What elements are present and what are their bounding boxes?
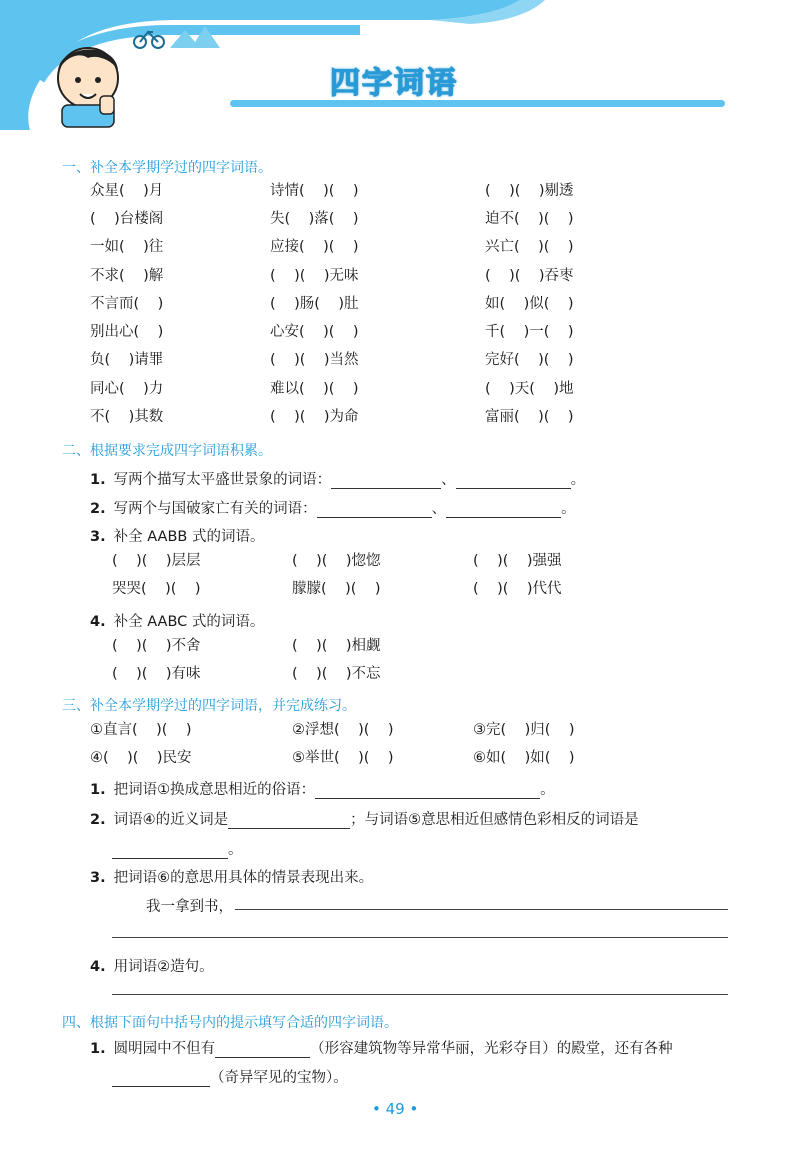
- word-cell[interactable]: 不求( )解: [90, 268, 164, 284]
- word-cell[interactable]: 完好( )( ): [485, 352, 574, 368]
- word-cell[interactable]: ( )( )不舍: [112, 638, 201, 654]
- word-cell[interactable]: ③完( )归( ): [473, 722, 575, 738]
- section2-heading: 二、根据要求完成四字词语积累。: [62, 443, 272, 459]
- word-cell[interactable]: 同心( )力: [90, 381, 164, 397]
- page-title: 四字词语: [330, 66, 458, 101]
- word-cell[interactable]: ( )( )吞枣: [485, 268, 574, 284]
- section4-heading: 四、根据下面句中括号内的提示填写合适的四字词语。: [62, 1015, 398, 1031]
- word-cell[interactable]: ( )( )相觑: [292, 638, 381, 654]
- answer-blank[interactable]: [215, 1041, 310, 1058]
- question-4-1-cont: （奇异罕见的宝物）。: [112, 1066, 348, 1087]
- table-row: [0, 635, 800, 657]
- word-cell[interactable]: ( )( )当然: [270, 352, 359, 368]
- table-row: [0, 663, 800, 685]
- answer-blank[interactable]: [331, 472, 441, 489]
- writing-line[interactable]: [235, 908, 728, 910]
- table-row: [0, 578, 800, 600]
- word-cell[interactable]: ( )台楼阁: [90, 211, 164, 227]
- word-cell[interactable]: 负( )请罪: [90, 352, 164, 368]
- word-cell[interactable]: ( )( )代代: [473, 581, 562, 597]
- word-cell[interactable]: 众星( )月: [90, 183, 164, 199]
- word-cell[interactable]: 迫不( )( ): [485, 211, 574, 227]
- boy-cartoon-icon: [58, 48, 118, 127]
- word-cell[interactable]: 富丽( )( ): [485, 409, 574, 425]
- word-cell[interactable]: 哭哭( )( ): [112, 581, 201, 597]
- answer-blank[interactable]: [228, 812, 350, 829]
- answer-blank[interactable]: [315, 782, 540, 799]
- word-cell[interactable]: ( )( )强强: [473, 553, 562, 569]
- question-3-2-cont: 。: [112, 838, 243, 859]
- word-cell[interactable]: ( )( )剔透: [485, 183, 574, 199]
- word-cell[interactable]: ⑥如( )如( ): [473, 750, 575, 766]
- word-cell[interactable]: 心安( )( ): [270, 324, 359, 340]
- answer-blank[interactable]: [446, 501, 561, 518]
- word-cell[interactable]: ( )( )不忘: [292, 666, 381, 682]
- word-cell[interactable]: 难以( )( ): [270, 381, 359, 397]
- writing-line[interactable]: [112, 993, 728, 995]
- word-cell[interactable]: 不( )其数: [90, 409, 164, 425]
- word-cell[interactable]: ( )( )惚惚: [292, 553, 381, 569]
- question-3-3: 3. 把词语⑥的意思用具体的情景表现出来。: [90, 870, 374, 886]
- word-cell[interactable]: ( )天( )地: [485, 381, 574, 397]
- word-cell[interactable]: 一如( )往: [90, 239, 164, 255]
- word-cell[interactable]: 失( )落( ): [270, 211, 359, 227]
- word-cell[interactable]: 如( )似( ): [485, 296, 574, 312]
- page-number: • 49 •: [372, 1100, 419, 1118]
- table-row: [0, 747, 800, 769]
- word-cell[interactable]: ( )( )有味: [112, 666, 201, 682]
- question-2-3: 3. 补全 AABB 式的词语。: [90, 529, 265, 545]
- word-cell[interactable]: ( )( )无味: [270, 268, 359, 284]
- word-cell[interactable]: ( )( )层层: [112, 553, 201, 569]
- word-cell[interactable]: ⑤举世( )( ): [292, 750, 394, 766]
- word-cell[interactable]: 兴亡( )( ): [485, 239, 574, 255]
- word-cell[interactable]: ④( )( )民安: [90, 750, 192, 766]
- word-cell[interactable]: 不言而( ): [90, 296, 164, 312]
- word-cell[interactable]: 朦朦( )( ): [292, 581, 381, 597]
- answer-blank[interactable]: [456, 472, 571, 489]
- word-cell[interactable]: 千( )一( ): [485, 324, 574, 340]
- word-cell[interactable]: ①直言( )( ): [90, 722, 192, 738]
- word-cell[interactable]: ②浮想( )( ): [292, 722, 394, 738]
- question-2-2: 2. 写两个与国破家亡有关的词语： 、 。: [90, 501, 576, 517]
- word-cell[interactable]: 别出心( ): [90, 324, 164, 340]
- answer-blank[interactable]: [112, 842, 228, 859]
- section1-heading: 一、补全本学期学过的四字词语。: [62, 160, 272, 176]
- word-cell[interactable]: ( )( )为命: [270, 409, 359, 425]
- question-3-4: 4. 用词语②造句。: [90, 959, 214, 975]
- sentence-start: 我一拿到书，: [146, 899, 233, 915]
- table-row: [0, 550, 800, 572]
- writing-line[interactable]: [112, 936, 728, 938]
- question-4-1: 1. 圆明园中不但有 （形容建筑物等异常华丽，光彩夺目）的殿堂，还有各种: [90, 1041, 673, 1057]
- word-cell[interactable]: ( )肠( )肚: [270, 296, 359, 312]
- word-cell[interactable]: 诗情( )( ): [270, 183, 359, 199]
- section3-heading: 三、补全本学期学过的四字词语，并完成练习。: [62, 698, 356, 714]
- answer-blank[interactable]: [317, 501, 432, 518]
- question-3-2: 2. 词语④的近义词是 ；与词语⑤意思相近但感情色彩相反的词语是: [90, 812, 639, 828]
- word-cell[interactable]: 应接( )( ): [270, 239, 359, 255]
- table-row: [0, 719, 800, 741]
- question-3-1: 1. 把词语①换成意思相近的俗语： 。: [90, 782, 555, 798]
- question-2-4: 4. 补全 AABC 式的词语。: [90, 614, 265, 630]
- question-2-1: 1. 写两个描写太平盛世景象的词语： 、 。: [90, 472, 586, 488]
- answer-blank[interactable]: [112, 1070, 210, 1087]
